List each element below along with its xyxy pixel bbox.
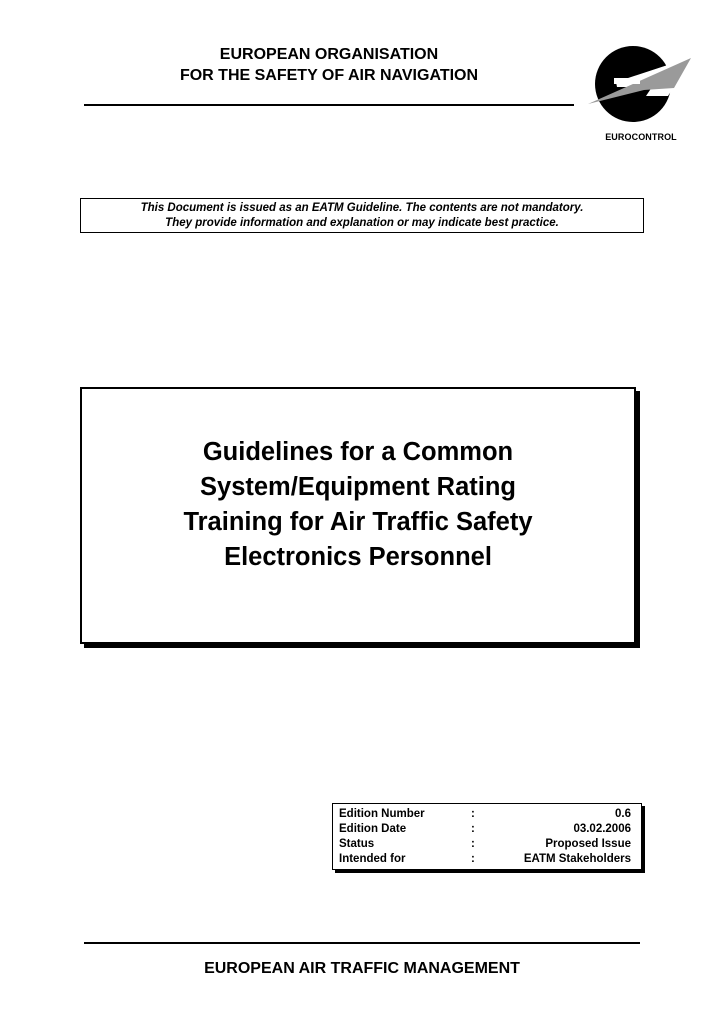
edition-value: 0.6 [615,808,631,820]
eurocontrol-logo [586,40,696,148]
disclaimer-line-1: This Document is issued as an EATM Guideline. The contents are not mandatory. [140,202,584,214]
edition-separator: : [471,808,475,820]
footer-divider [84,942,640,944]
edition-separator: : [471,853,475,865]
document-title-line: System/Equipment Rating [200,473,516,501]
edition-label: Edition Number [339,808,425,820]
organisation-title [84,44,574,86]
edition-separator: : [471,838,475,850]
edition-label: Intended for [339,853,406,865]
footer-title: EUROPEAN AIR TRAFFIC MANAGEMENT [204,960,520,977]
edition-label: Status [339,838,375,850]
edition-row-number [339,807,631,822]
edition-info-table [332,803,642,870]
edition-value: 03.02.2006 [573,823,631,835]
header-divider [84,104,574,106]
eurocontrol-emblem-icon [586,40,696,132]
document-title-box [80,387,636,644]
logo-label: EUROCONTROL [605,132,677,142]
document-title-line: Electronics Personnel [224,543,492,571]
organisation-title-line-2: FOR THE SAFETY OF AIR NAVIGATION [179,67,479,84]
document-title-line: Training for Air Traffic Safety [183,508,533,536]
edition-row-status [339,837,631,852]
edition-label: Edition Date [339,823,407,835]
organisation-title-line-1: EUROPEAN ORGANISATION [219,46,439,63]
disclaimer-box [80,198,644,233]
edition-row-date [339,822,631,837]
edition-separator: : [471,823,475,835]
document-title-line: Guidelines for a Common [202,438,514,466]
edition-value: EATM Stakeholders [523,853,631,865]
edition-row-intended-for [339,852,631,867]
edition-value: Proposed Issue [545,838,631,850]
disclaimer-line-2: They provide information and explanation or may indicate best practice. [165,217,559,229]
document-title [102,435,614,575]
